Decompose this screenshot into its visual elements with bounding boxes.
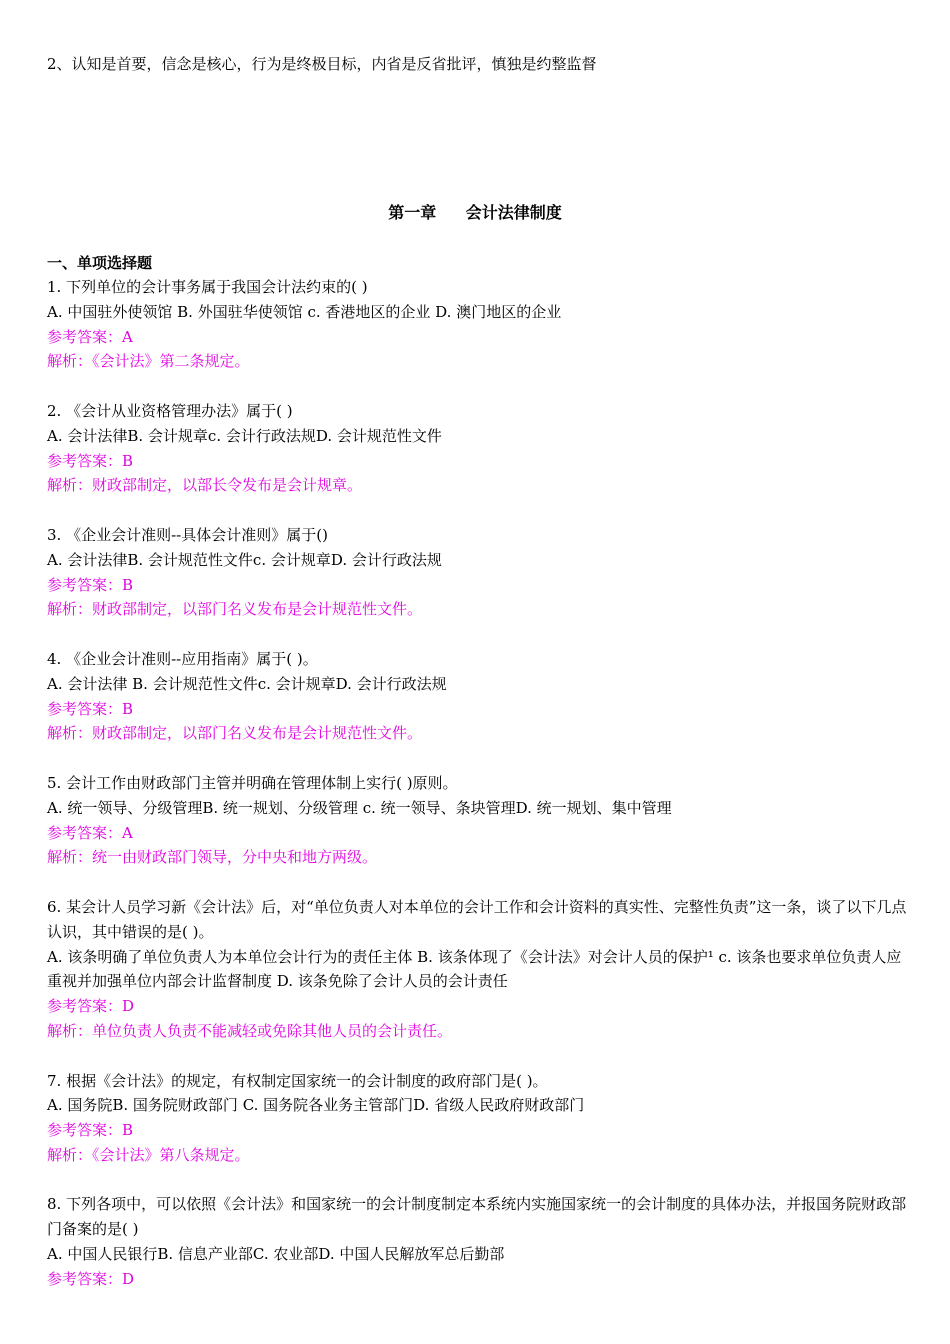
- question-explanation: 解析：《会计法》第八条规定。: [47, 1145, 250, 1164]
- question-explanation: 解析：财政部制定，以部长令发布是会计规章。: [47, 476, 363, 495]
- question-text: 2. 《会计从业资格管理办法》属于( ): [47, 401, 293, 420]
- question-answer: 参考答案：A: [47, 823, 133, 842]
- question-8: [47, 1192, 907, 1291]
- question-text: 5. 会计工作由财政部门主管并明确在管理体制上实行( )原则。: [47, 773, 458, 792]
- question-7: [47, 1069, 907, 1168]
- question-2: [47, 399, 907, 498]
- chapter-heading: [0, 200, 950, 223]
- question-answer: 参考答案：B: [47, 451, 134, 470]
- question-6: [47, 895, 907, 1044]
- question-answer: 参考答案：D: [47, 1269, 135, 1288]
- question-options: A. 统一领导、分级管理B. 统一规划、分级管理 c. 统一领导、条块管理D. 统一规划、集中管理: [47, 798, 672, 817]
- top-line: 2、认知是首要，信念是核心，行为是终极目标，内省是反省批评，慎独是约整监督: [47, 55, 597, 73]
- chapter-number: 第一章: [388, 203, 437, 222]
- question-options: A. 中国人民银行B. 信息产业部C. 农业部D. 中国人民解放军总后勤部: [47, 1245, 505, 1264]
- question-explanation: 解析：统一由财政部门领导，分中央和地方两级。: [47, 848, 378, 867]
- question-text: 1. 下列单位的会计事务属于我国会计法约束的( ): [47, 278, 368, 296]
- question-options: A. 会计法律 B. 会计规范性文件c. 会计规章D. 会计行政法规: [47, 674, 447, 693]
- question-text: 3. 《企业会计准则--具体会计准则》属于(): [47, 525, 328, 544]
- question-options: A. 国务院B. 国务院财政部门 C. 国务院各业务主管部门D. 省级人民政府财政部门: [47, 1096, 585, 1115]
- question-4: [47, 647, 907, 746]
- question-3: [47, 523, 907, 622]
- question-answer: 参考答案：B: [47, 575, 134, 594]
- question-1: [47, 275, 907, 374]
- question-explanation: 解析：单位负责人负责不能减轻或免除其他人员的会计责任。: [47, 1021, 453, 1040]
- question-options: A. 会计法律B. 会计规章c. 会计行政法规D. 会计规范性文件: [47, 426, 442, 445]
- question-explanation: 解析：财政部制定，以部门名义发布是会计规范性文件。: [47, 724, 423, 743]
- question-text: 4. 《企业会计准则--应用指南》属于( )。: [47, 649, 318, 668]
- question-options: A. 会计法律B. 会计规范性文件c. 会计规章D. 会计行政法规: [47, 550, 442, 569]
- question-answer: 参考答案：A: [47, 327, 133, 346]
- question-explanation: 解析：《会计法》第二条规定。: [47, 352, 250, 371]
- question-5: [47, 771, 907, 870]
- question-text: 6. 某会计人员学习新《会计法》后，对“单位负责人对本单位的会计工作和会计资料的真实性、完整性负责”这一条，谈了以下几点认识，其中错误的是( )。: [47, 897, 907, 941]
- question-list: [47, 275, 907, 1316]
- question-text: 7. 根据《会计法》的规定，有权制定国家统一的会计制度的政府部门是( )。: [47, 1071, 548, 1090]
- question-answer: 参考答案：B: [47, 699, 134, 718]
- question-text: 8. 下列各项中，可以依照《会计法》和国家统一的会计制度制定本系统内实施国家统一的会计制度的具体办法，并报国务院财政部门备案的是( ): [47, 1195, 907, 1239]
- chapter-title: 会计法律制度: [465, 203, 562, 222]
- section-heading: 一、单项选择题: [47, 254, 153, 272]
- question-options: A. 该条明确了单位负责人为本单位会计行为的责任主体 B. 该条体现了《会计法》对会计人员的保护¹ c. 该条也要求单位负责人应重视并加强单位内部会计监督制度 D. 该条免除了会计人员的会计责任: [47, 947, 902, 991]
- question-answer: 参考答案：B: [47, 1121, 134, 1140]
- question-answer: 参考答案：D: [47, 997, 135, 1016]
- question-explanation: 解析：财政部制定，以部门名义发布是会计规范性文件。: [47, 600, 423, 619]
- document-page: [47, 52, 907, 76]
- question-options: A. 中国驻外使领馆 B. 外国驻华使领馆 c. 香港地区的企业 D. 澳门地区的企业: [47, 302, 562, 321]
